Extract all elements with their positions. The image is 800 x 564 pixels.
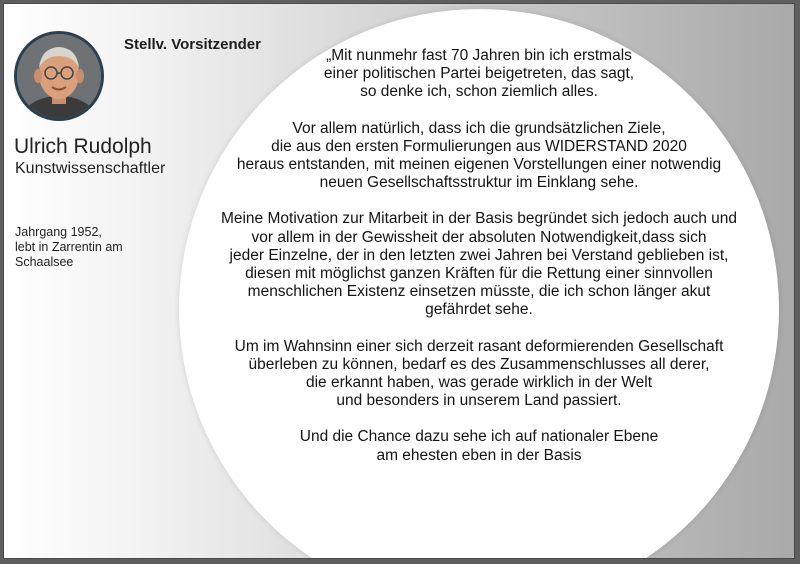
role-title: Stellv. Vorsitzender	[124, 36, 261, 53]
quote-line: menschlichen Existenz einsetzen müsste, die ich schon länger akut	[247, 283, 711, 301]
bio-line: Jahrgang 1952,	[15, 225, 102, 239]
quote-line: am ehesten eben in der Basis	[376, 446, 582, 464]
profession: Kunstwissenschaftler	[15, 160, 166, 177]
quote-line: Vor allem natürlich, dass ich die grundsätzlichen Ziele,	[292, 119, 666, 137]
bio-line: lebt in Zarrentin am	[15, 240, 123, 254]
quote-line: vor allem in der Gewissheit der absoluten Notwendigkeit,dass sich	[251, 228, 707, 246]
profile-card	[3, 3, 795, 559]
person-name: Ulrich Rudolph	[14, 135, 152, 158]
quote-paragraph	[182, 210, 776, 319]
quote-line: gefährdet sehe.	[425, 301, 533, 319]
quote-paragraph	[182, 428, 776, 464]
quote-line: diesen mit möglichst ganzen Kräften für die Rettung einer sinnvollen	[245, 265, 713, 283]
quote-line: „Mit nunmehr fast 70 Jahren bin ich erstmals	[326, 47, 632, 64]
quote-line: Um im Wahnsinn einer sich derzeit rasant deformierenden Gesellschaft	[234, 337, 724, 355]
bio-text	[15, 225, 123, 270]
quote-line: Meine Motivation zur Mitarbeit in der Basis begründet sich jedoch auch und	[220, 210, 738, 228]
quote-line: und besonders in unserem Land passiert.	[336, 392, 622, 410]
quote-text	[182, 47, 776, 483]
portrait-image	[17, 34, 101, 118]
quote-line: jeder Einzelne, der in den letzten zwei Jahren bei Verstand geblieben ist,	[229, 246, 729, 264]
quote-line: Und die Chance dazu sehe ich auf nationaler Ebene	[299, 428, 659, 446]
quote-line: die aus den ersten Formulierungen aus WIDERSTAND 2020	[271, 137, 687, 155]
quote-line: überleben zu können, bedarf es des Zusammenschlusses all derer,	[248, 355, 710, 373]
quote-line: neuen Gesellschaftsstruktur im Einklang sehe.	[319, 174, 639, 192]
quote-line: einer politischen Partei beigetreten, das sagt,	[323, 65, 635, 83]
avatar	[14, 31, 104, 121]
quote-paragraph	[182, 47, 776, 102]
quote-line: die erkannt haben, was gerade wirklich in der Welt	[305, 374, 653, 392]
quote-paragraph	[182, 120, 776, 193]
quote-line: so denke ich, schon ziemlich alles.	[360, 83, 598, 101]
quote-line: heraus entstanden, mit meinen eigenen Vorstellungen einer notwendig	[236, 156, 722, 174]
quote-paragraph	[182, 338, 776, 411]
bio-line: Schaalsee	[15, 255, 74, 269]
